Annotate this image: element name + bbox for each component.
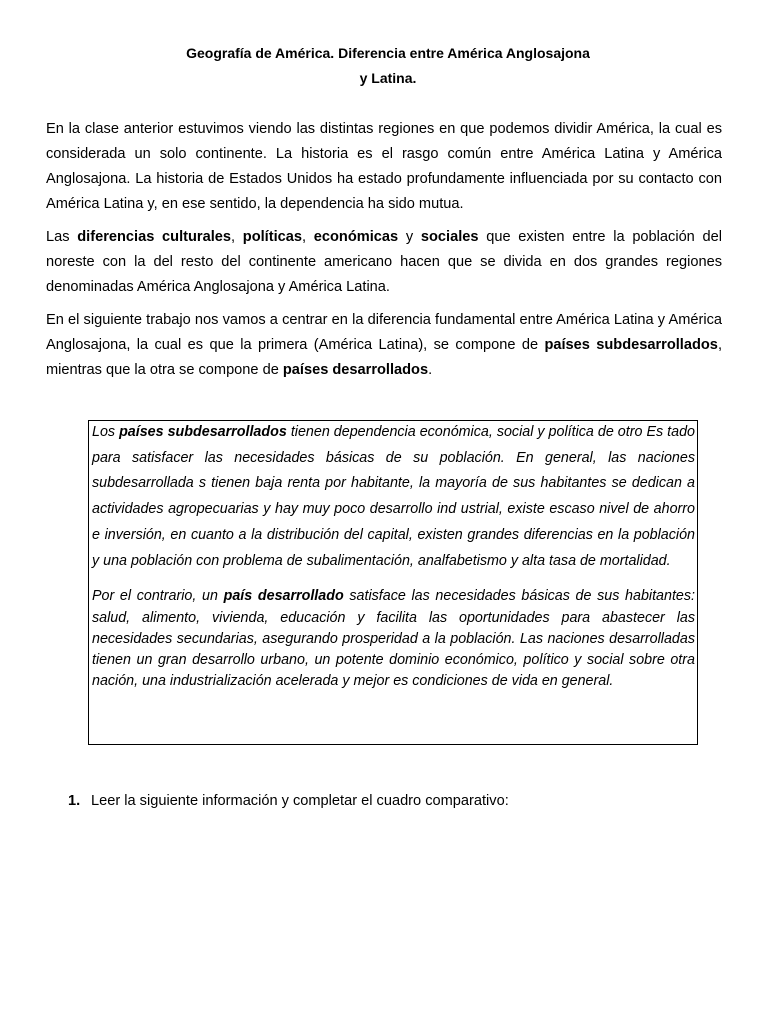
text-segment: Los: [92, 424, 120, 440]
text-segment: En el siguiente trabajo nos vamos a centrar en la diferencia fundamental entre América Latina y América Anglosajona, la cual es que la primera (América Latina), se compone de: [46, 312, 722, 353]
bold-term-political: políticas: [242, 229, 302, 245]
text-segment: , mientras que la otra se compone de: [46, 337, 722, 378]
developed-definition: [92, 586, 695, 692]
text-segment: tienen dependencia económica, social y política de otro Es tado para satisfacer las necesidades básicas de su población. En general, las naciones subdesarrollada s tienen baja renta por habitante, la mayoría de sus habitantes se dedican a actividades agropecuarias y hay muy poco desarrollo ind ustrial, existe escaso nivel de ahorro e inversión, en cuanto a la distribución del capital, existen grandes diferencias en la población y una población con problema de subalimentación, analfabetismo y alta tasa de mortalidad.: [92, 424, 695, 569]
text-segment: y: [398, 229, 421, 245]
text-segment: Por el contrario, un: [92, 588, 224, 605]
document-title-line2: y Latina.: [359, 70, 417, 86]
bold-term-social: sociales: [420, 229, 479, 245]
bold-term-developed: países desarrollados: [282, 362, 429, 378]
text-segment: satisface las necesidades básicas de sus habitantes: salud, alimento, vivienda, educación y facilita las oportunidades para abastecer las necesidades secundarias, asegurando prosperidad a la población. Las naciones desarrolladas tienen un gran desarrollo urbano, un potente dominio económico, político y social sobre otra nación, una industrialización acelerada y mejor es condiciones de vida en general.: [92, 588, 696, 690]
bold-term-underdeveloped: países subdesarrollados: [544, 337, 718, 353]
text-segment: que existen entre la población del noreste con la del resto del continente americano hacen que se divida en dos grandes regiones denominadas América Anglosajona y América Latina.: [46, 229, 723, 295]
intro-paragraph: En la clase anterior estuvimos viendo las distintas regiones en que podemos dividir América, la cual es considerada un solo continente. La historia es el rasgo común entre América Latina y América Anglosajona. La historia de Estados Unidos ha estado profundamente influenciada por su contacto con América Latina y, en ese sentido, la dependencia ha sido mutua.: [46, 121, 722, 212]
bold-term-cultural: diferencias culturales: [77, 229, 231, 245]
task-item: [68, 792, 509, 810]
task-text: Leer la siguiente información y completar el cuadro comparativo:: [91, 793, 509, 809]
definitions-box: [88, 420, 698, 745]
differences-paragraph: [46, 225, 722, 300]
text-segment: Las: [46, 229, 78, 245]
underdeveloped-definition: [92, 420, 695, 574]
text-segment: ,: [231, 229, 243, 245]
document-title-line1: Geografía de América. Diferencia entre América Anglosajona: [186, 45, 590, 61]
focus-paragraph: [46, 308, 722, 383]
text-segment: .: [428, 362, 433, 378]
bold-term-economic: económicas: [313, 229, 399, 245]
task-number: 1.: [68, 793, 81, 809]
text-segment: ,: [301, 229, 314, 245]
bold-term-developed-country: país desarrollado: [223, 588, 344, 605]
bold-term-underdeveloped-countries: países subdesarrollados: [119, 424, 287, 440]
